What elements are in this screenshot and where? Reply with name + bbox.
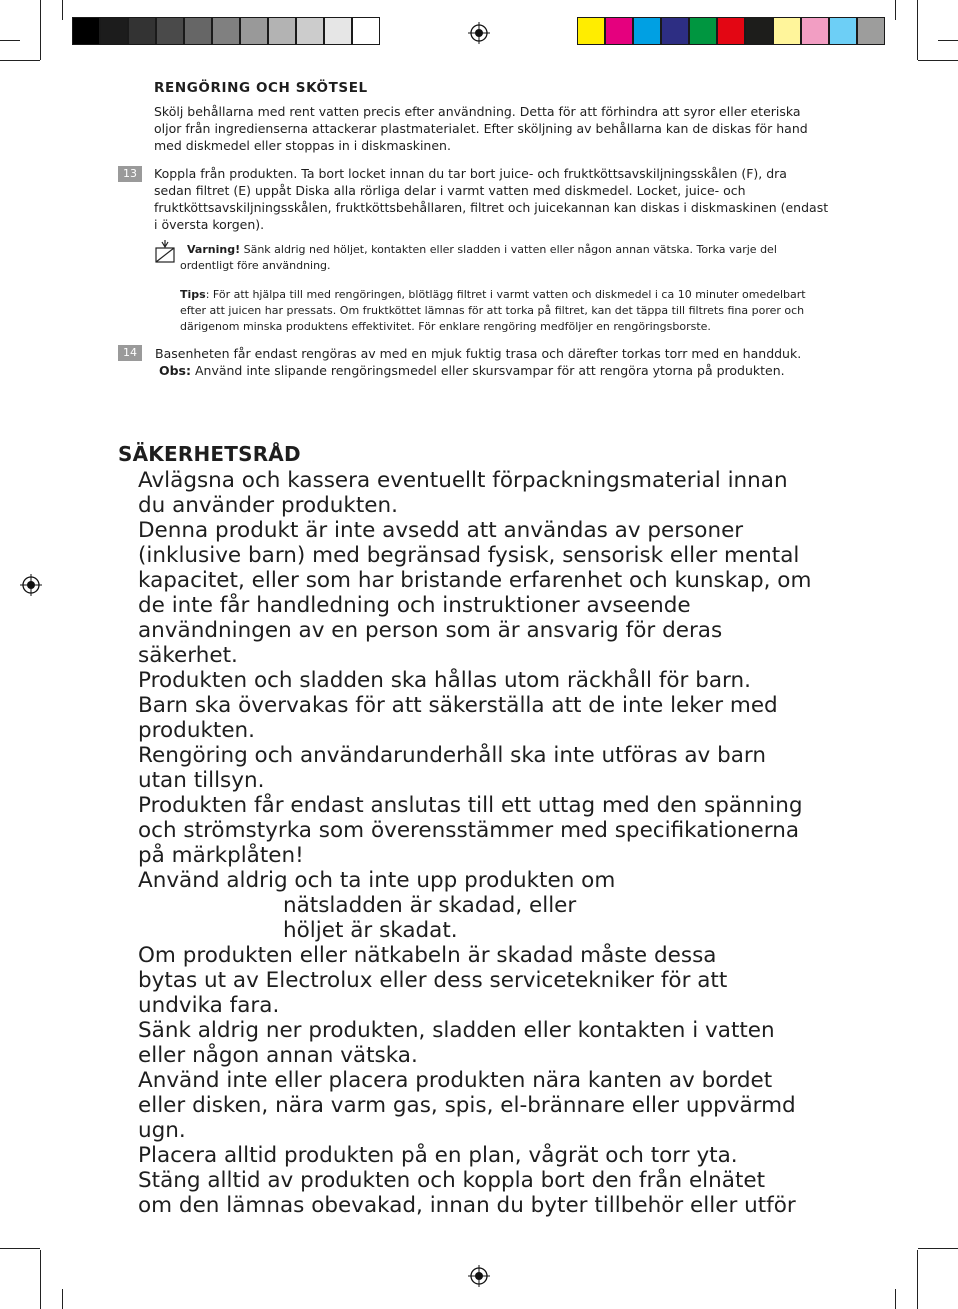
safety-line: på märkplåten! [138,843,304,868]
color-swatch [268,17,296,45]
care-section-title: RENGÖRING OCH SKÖTSEL [154,80,368,96]
step-13-text [154,165,874,233]
safety-line: Rengöring och användarunderhåll ska inte utföras av barn [138,743,766,768]
color-swatch [745,17,773,45]
color-swatch [661,17,689,45]
safety-line: Denna produkt är inte avsedd att användas av personer [138,518,744,543]
step-14-badge: 14 [118,345,142,361]
safety-line: om den lämnas obevakad, innan du byter tillbehör eller utför [138,1193,796,1218]
color-swatch [689,17,717,45]
safety-line: och strömstyrka som överensstämmer med specifikationerna [138,818,800,843]
safety-text [138,468,811,1218]
warning-text: Sänk aldrig ned höljet, kontakten eller sladden i vatten eller någon annan vätska. Torka varje del [240,243,777,256]
registration-mark-top-icon [468,22,490,44]
safety-line-indented: nätsladden är skadad, eller [283,893,577,918]
warning-text: ordentligt före användning. [180,259,331,272]
safety-line: Produkten och sladden ska hållas utom räckhåll för barn. [138,668,751,693]
care-intro [154,103,874,154]
color-swatch [605,17,633,45]
safety-line: kapacitet, eller som har bristande erfarenhet och kunskap, om [138,568,812,593]
safety-line: (inklusive barn) med begränsad fysisk, sensorisk eller mental [138,543,800,568]
color-swatch [100,17,128,45]
safety-line: utan tillsyn. [138,768,265,793]
safety-line: Barn ska övervakas för att säkerställa att de inte leker med [138,693,778,718]
tips-text: : För att hjälpa till med rengöringen, blötlägg filtret i varmt vatten och diskmedel i ca 10 minuter omedelbart [205,288,806,301]
care-intro-line: med diskmedel eller stoppas in i diskmaskinen. [154,138,451,153]
obs-text: Använd inte slipande rengöringsmedel eller skursvampar för att rengöra ytorna på produkten. [191,363,785,378]
step-13-line: i översta korgen). [154,217,265,232]
registration-mark-bottom-icon [468,1265,490,1287]
warning-note [180,242,860,274]
safety-line: Stäng alltid av produkten och koppla bort den från elnätet [138,1168,766,1193]
warning-plug-icon [154,240,178,264]
color-swatch [773,17,801,45]
color-swatch [829,17,857,45]
color-swatch [128,17,156,45]
step-14-text [155,345,875,379]
color-swatch [72,17,100,45]
safety-line: eller disken, nära varm gas, spis, el-brännare eller uppvärmd [138,1093,796,1118]
color-swatch [240,17,268,45]
color-swatch [857,17,885,45]
safety-line: säkerhet. [138,643,238,668]
tips-label: Tips [180,288,206,301]
safety-line: ugn. [138,1118,186,1143]
safety-line: Produkten får endast anslutas till ett uttag med den spänning [138,793,803,818]
step-14-line: Basenheten får endast rengöras av med en mjuk fuktig trasa och därefter torkas torr med en handduk. [155,346,802,361]
care-intro-line: Skölj behållarna med rent vatten precis efter användning. Detta för att förhindra att syror eller eteriska [154,104,801,119]
color-swatch [633,17,661,45]
safety-line: Om produkten eller nätkabeln är skadad måste dessa [138,943,717,968]
step-13-badge: 13 [118,166,142,182]
color-swatch [184,17,212,45]
safety-section-title: SÄKERHETSRÅD [118,442,301,466]
color-swatch [296,17,324,45]
safety-line: produkten. [138,718,256,743]
step-13-line: sedan filtret (E) uppåt Diska alla rörliga delar i varmt vatten med diskmedel. Locket, juice- och [154,183,746,198]
step-13-line: fruktköttsavskiljningsskålen, fruktköttsbehållaren, filtret och juicekannan kan diskas i diskmaskinen (endast [154,200,829,215]
safety-line: användningen av en person som är ansvarig för deras [138,618,723,643]
warning-label: Varning! [187,243,241,256]
safety-line: Sänk aldrig ner produkten, sladden eller kontakten i vatten [138,1018,775,1043]
color-swatch [577,17,605,45]
care-intro-line: oljor från ingredienserna attackerar plastmaterialet. Efter sköljning av behållarna kan de diskas för hand [154,121,808,136]
color-swatch [212,17,240,45]
color-swatch [801,17,829,45]
safety-line: Placera alltid produkten på en plan, vågrät och torr yta. [138,1143,738,1168]
registration-mark-left-icon [20,574,42,596]
safety-line: Använd inte eller placera produkten nära kanten av bordet [138,1068,773,1093]
color-swatch [156,17,184,45]
safety-line: de inte får handledning och instruktioner avseende [138,593,691,618]
safety-line: bytas ut av Electrolux eller dess servicetekniker för att [138,968,728,993]
safety-line: du använder produkten. [138,493,398,518]
step-13-line: Koppla från produkten. Ta bort locket innan du tar bort juice- och fruktköttsavskiljningsskålen (F), dra [154,166,787,181]
tips-text: därigenom minska produktens effektivitet. För enklare rengöring medföljer en rengöringsborste. [180,320,711,333]
obs-label: Obs: [158,363,191,378]
safety-line: Använd aldrig och ta inte upp produkten om [138,868,616,893]
tips-text: efter att juicen har pressats. Om fruktköttet lämnas för att torka på filtret, kan det täppa till filtrets fina porer och [180,304,805,317]
safety-line-indented: höljet är skadat. [283,918,458,943]
tips-note [180,287,870,335]
color-swatch [717,17,745,45]
safety-line: Avlägsna och kassera eventuellt förpackningsmaterial innan [138,468,788,493]
safety-line: undvika fara. [138,993,280,1018]
color-swatch [352,17,380,45]
safety-line: eller någon annan vätska. [138,1043,418,1068]
color-swatch [324,17,352,45]
